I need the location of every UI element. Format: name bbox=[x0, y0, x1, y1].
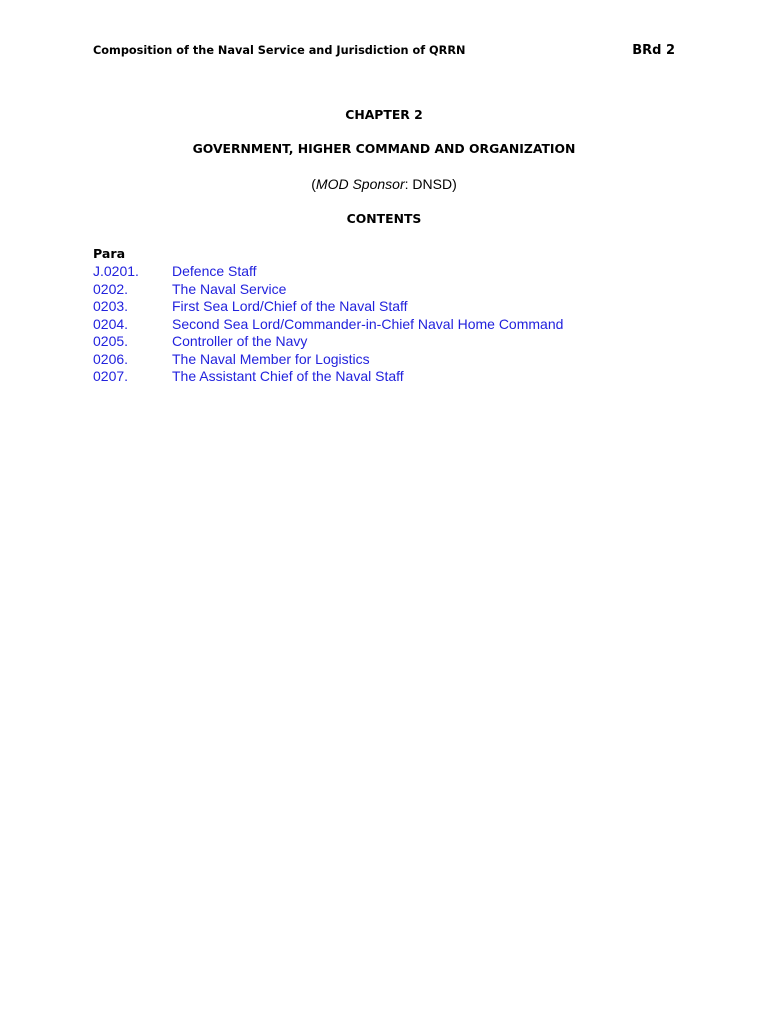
toc-para-title: The Assistant Chief of the Naval Staff bbox=[172, 368, 404, 384]
toc-para-title: First Sea Lord/Chief of the Naval Staff bbox=[172, 298, 408, 314]
toc-para-title: The Naval Member for Logistics bbox=[172, 350, 370, 367]
toc-para-number: 0202. bbox=[93, 280, 129, 297]
sponsor-close-paren: ) bbox=[452, 176, 457, 192]
toc-link-0201[interactable] bbox=[93, 263, 653, 281]
page-header bbox=[93, 43, 675, 61]
toc-link-0203[interactable] bbox=[93, 298, 653, 316]
toc-link-0205[interactable] bbox=[93, 333, 653, 351]
contents-list bbox=[93, 263, 653, 386]
mod-sponsor-line bbox=[0, 176, 768, 192]
document-title: Composition of the Naval Service and Jurisdiction of QRRN bbox=[93, 44, 466, 57]
contents-heading: CONTENTS bbox=[346, 211, 422, 226]
chapter-title: GOVERNMENT, HIGHER COMMAND AND ORGANIZATION bbox=[192, 141, 576, 156]
sponsor-colon: : bbox=[404, 176, 409, 192]
toc-para-title: Controller of the Navy bbox=[172, 333, 308, 349]
para-column-label: Para bbox=[93, 246, 126, 261]
toc-para-number: 0204. bbox=[93, 315, 129, 332]
sponsor-value: DNSD bbox=[408, 176, 453, 192]
toc-link-0204[interactable] bbox=[93, 316, 653, 334]
toc-link-0206[interactable] bbox=[93, 351, 653, 369]
document-reference: BRd 2 bbox=[632, 43, 675, 58]
toc-link-0207[interactable] bbox=[93, 368, 653, 386]
sponsor-open-paren: ( bbox=[311, 176, 316, 192]
toc-para-number: J.0201. bbox=[93, 263, 139, 279]
toc-para-number: 0205. bbox=[93, 333, 129, 349]
toc-para-number: 0207. bbox=[93, 368, 129, 384]
toc-link-0202[interactable] bbox=[93, 281, 653, 299]
sponsor-label: MOD Sponsor bbox=[315, 176, 405, 192]
chapter-label: CHAPTER 2 bbox=[345, 107, 423, 122]
toc-para-title: Defence Staff bbox=[172, 263, 257, 279]
toc-para-number: 0206. bbox=[93, 350, 129, 367]
toc-para-title: Second Sea Lord/Commander-in-Chief Naval Home Command bbox=[172, 315, 564, 332]
toc-para-title: The Naval Service bbox=[172, 280, 287, 297]
toc-para-number: 0203. bbox=[93, 298, 129, 314]
